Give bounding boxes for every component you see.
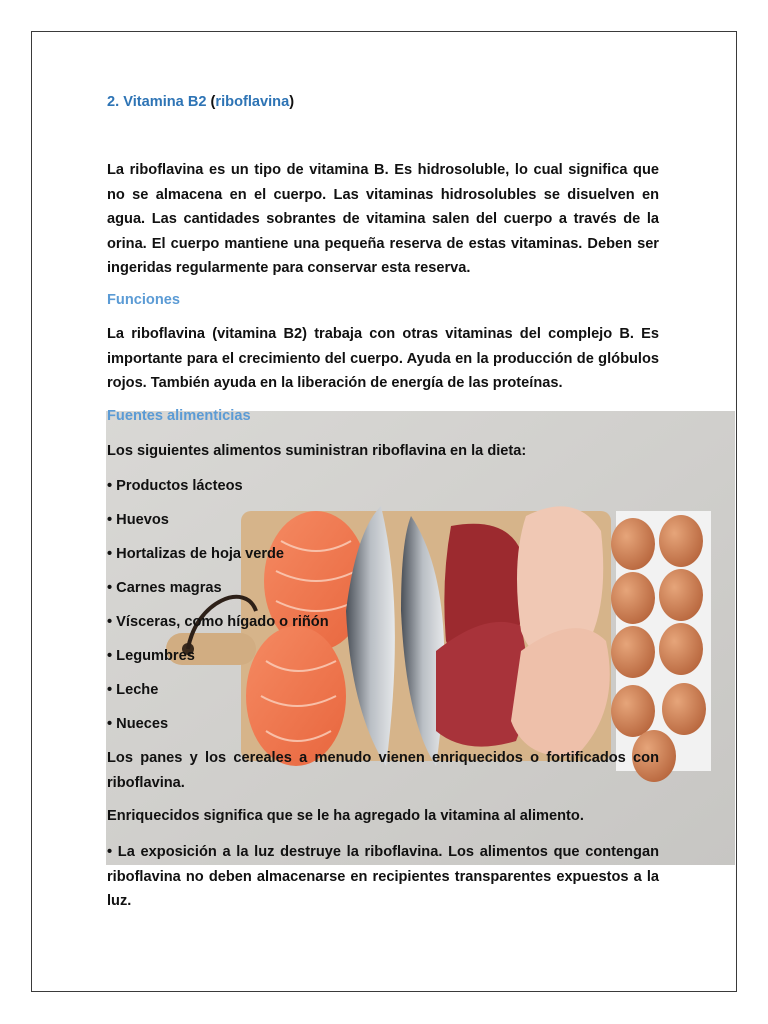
- funciones-paragraph: La riboflavina (vitamina B2) trabaja con otras vitaminas del complejo B. Es importante para el crecimiento del cuerpo. Ayuda en la producción de glóbulos rojos. También ayuda en la liberación de energía de las proteínas.: [107, 326, 659, 391]
- list-item: • Hortalizas de hoja verde: [107, 546, 285, 562]
- list-item: • Carnes magras: [107, 580, 222, 596]
- list-item: • Huevos: [107, 512, 169, 528]
- list-item: • Nueces: [107, 716, 169, 732]
- title-name: riboflavina: [215, 94, 290, 110]
- list-item: • Productos lácteos: [107, 478, 243, 494]
- luz-paragraph: • La exposición a la luz destruye la riboflavina. Los alimentos que contengan riboflavina no deben almacenarse en recipientes transparentes expuestos a la luz.: [107, 844, 659, 909]
- heading-funciones: Funciones: [107, 292, 180, 308]
- intro-paragraph: La riboflavina es un tipo de vitamina B. Es hidrosoluble, lo cual significa que no se almacena en el cuerpo. Las vitaminas hidrosolubles se disuelven en agua. Las cantidades sobrantes de vitamina salen del cuerpo a través de la orina. El cuerpo mantiene una pequeña reserva de estas vitaminas. Deben ser ingeridas regularmente para conservar esta reserva.: [107, 162, 659, 276]
- heading-fuentes: Fuentes alimenticias: [107, 408, 251, 424]
- cereales-paragraph: Los panes y los cereales a menudo vienen enriquecidos o fortificados con riboflavina.: [107, 750, 659, 791]
- list-item: • Vísceras, como hígado o riñón: [107, 614, 329, 630]
- title-paren-open: (: [206, 94, 216, 110]
- page-title: [107, 94, 294, 110]
- fuentes-lead: Los siguientes alimentos suministran riboflavina en la dieta:: [107, 443, 527, 459]
- list-item: • Leche: [107, 682, 159, 698]
- title-number: 2. Vitamina B2: [107, 94, 207, 110]
- list-item: • Legumbres: [107, 648, 195, 664]
- title-paren-close: ): [289, 94, 295, 110]
- enriquecidos-paragraph: Enriquecidos significa que se le ha agregado la vitamina al alimento.: [107, 808, 584, 824]
